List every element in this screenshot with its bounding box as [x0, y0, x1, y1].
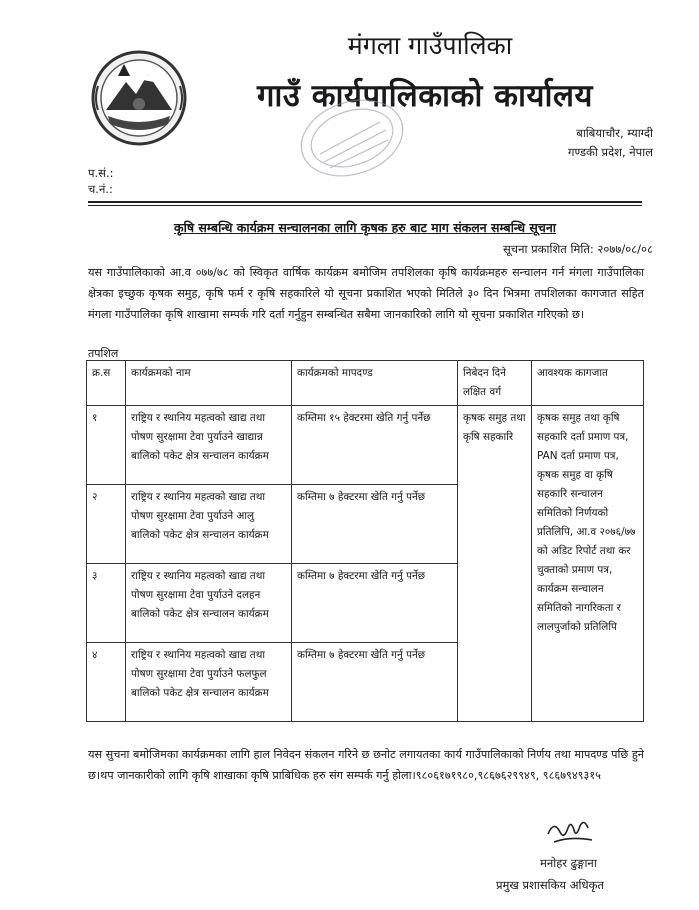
cell-program-name: राष्ट्रिय र स्थानिय महत्वको खाद्य तथा पोषण सुरक्षामा टेवा पुर्याउने दलहन बालिको पकेट क्षेत्र सन्चालन कार्यक्रम — [126, 564, 292, 643]
notice-paragraph-1: यस गाउँपालिकाको आ.व ०७७/७८ को स्विकृत वार्षिक कार्यक्रम बमोजिम तपशिलका कृषि कार्यक्रमहरु सन्चालन गर्न मंगला गाउँपालिका क्षेत्रका इच्छुक कृषक समुह, कृषि फर्म र कृषि सहकारिले यो सूचना प्रकाशित भएको मितिले ३० दिन भित्रमा तपशिलका कागजात सहित मंगला गाउँपालिका कृषि शाखामा सम्पर्क गरि दर्ता गर्नुहुन सम्बन्धित सबैमा जानकारिको लागि यो सूचना प्रकाशित गरिएको छ। — [88, 266, 644, 321]
nepal-emblem-logo — [88, 48, 190, 148]
cell-criteria: कम्तिमा ७ हेक्टरमा खेति गर्नु पर्नेछ — [292, 643, 458, 722]
office-stamp — [280, 94, 420, 184]
header-program-name: कार्यक्रमको नाम — [126, 361, 292, 406]
cell-sn: ४ — [87, 643, 126, 722]
cell-criteria: कम्तिमा ७ हेक्टरमा खेति गर्नु पर्नेछ — [292, 485, 458, 564]
notice-subject: कृषि सम्बन्धि कार्यक्रम सन्चालनका लागि कृषक हरु बाट माग संकलन सम्बन्धि सूचना — [174, 220, 556, 235]
ps-label: प.सं.: — [88, 166, 114, 180]
signatory-title: प्रमुख प्रशासकिय अधिकृत — [496, 878, 604, 892]
cell-criteria: कम्तिमा १५ हेक्टरमा खेति गर्नु पर्नेछ — [292, 406, 458, 485]
cell-sn: १ — [87, 406, 126, 485]
cell-program-name: राष्ट्रिय र स्थानिय महत्वको खाद्य तथा पोषण सुरक्षामा टेवा पुर्याउने आलु बालिको पकेट क्षेत्र सन्चालन कार्यक्रम — [126, 485, 292, 564]
table-caption: तपशिल — [88, 347, 119, 360]
header-target-group: निबेदन दिने लक्षित वर्ग — [458, 361, 532, 406]
signatory-name: मनोहर ढुङ्गाना — [540, 856, 597, 870]
published-date: सूचना प्रकाशित मिति: २०७७/०८/०८ — [503, 242, 653, 256]
address-line-1: बाबियाचौर, म्याग्दी — [576, 126, 653, 140]
table-header-row — [87, 361, 644, 406]
header-sn: क्र.स — [87, 361, 126, 406]
cn-label: च.नं.: — [88, 182, 113, 196]
cell-sn: ३ — [87, 564, 126, 643]
header-divider — [88, 201, 642, 203]
cell-sn: २ — [87, 485, 126, 564]
header-divider-thin — [88, 205, 642, 206]
org-name: मंगला गाउँपालिका — [347, 31, 513, 60]
notice-paragraph-2: यस सुचना बमोजिमका कार्यक्रमका लागि हाल निवेदन संकलन गरिने छ छनोट लगायतका कार्य गाउँपालिकाको निर्णय तथा मापदण्ड पछि हुने छ।थप जानकारीको लागि कृषि शाखाका कृषि प्राबिधिक हरु संग सम्पर्क गर्नु होला।९८०६१७१९८०,९८६७६२९९४९, ९८६७९४९३१५ — [88, 748, 644, 782]
header-criteria: कार्यक्रमको मापदण्ड — [292, 361, 458, 406]
cell-criteria: कम्तिमा ७ हेक्टरमा खेति गर्नु पर्नेछ — [292, 564, 458, 643]
handwritten-signature — [540, 812, 600, 852]
program-table — [86, 360, 644, 722]
header-documents: आवश्यक कागजात — [532, 361, 644, 406]
address-line-2: गण्डकी प्रदेश, नेपाल — [567, 145, 653, 159]
office-name: गाउँ कार्यपालिकाको कार्यालय — [256, 78, 594, 114]
cell-target-group: कृषक समुह तथा कृषि सहकारि — [458, 406, 532, 722]
table-row — [87, 406, 644, 485]
cell-documents: कृषक समुह तथा कृषि सहकारि दर्ता प्रमाण पत्र, PAN दर्ता प्रमाण पत्र, कृषक समुह वा कृषि सहकारि सन्चालन समितिको निर्णयको प्रतिलिपि, आ.व २०७६/७७ को अडिट रिपोर्ट तथा कर चुक्ताको प्रमाण पत्र, कार्यक्रम सन्चालन समितिको नागरिकता र लालपुर्जाको प्रतिलिपि — [532, 406, 644, 722]
cell-program-name: राष्ट्रिय र स्थानिय महत्वको खाद्य तथा पोषण सुरक्षामा टेवा पुर्याउने खाद्यान्न बालिको पकेट क्षेत्र सन्चालन कार्यक्रम — [126, 406, 292, 485]
cell-program-name: राष्ट्रिय र स्थानिय महत्वको खाद्य तथा पोषण सुरक्षामा टेवा पुर्याउने फलफुल बालिको पकेट क्षेत्र सन्चालन कार्यक्रम — [126, 643, 292, 722]
